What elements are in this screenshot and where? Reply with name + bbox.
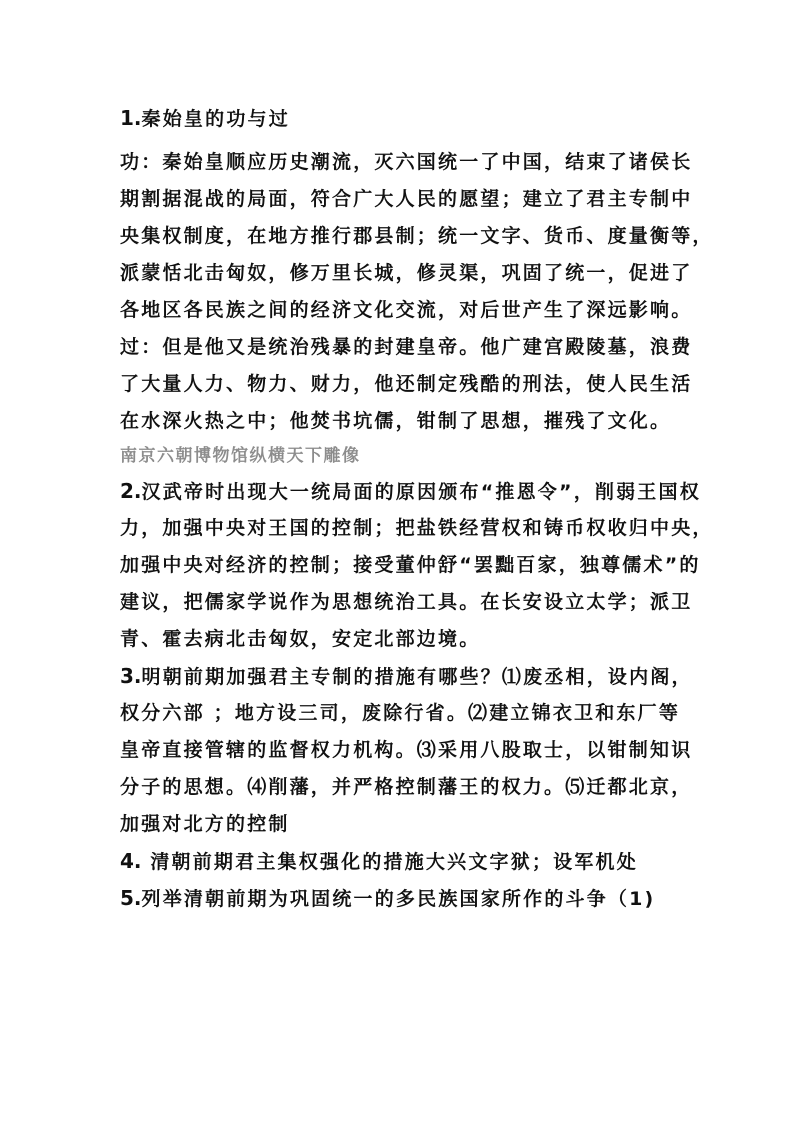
section-5-number: 5. xyxy=(120,886,142,910)
section-4-line xyxy=(120,843,700,880)
section-2-number: 2. xyxy=(120,479,142,503)
section-1-line-7: 了大量人力、物力、财力，他还制定残酷的刑法，使人民生活 xyxy=(120,373,693,395)
section-4-number: 4. xyxy=(120,849,142,873)
section-2-line-4: 建议，把儒家学说作为思想统治工具。在长安设立太学；派卫 xyxy=(120,591,693,613)
section-1-line-8: 在水深火热之中；他焚书坑儒，钳制了思想，摧残了文化。 xyxy=(120,410,672,432)
section-3-line-2: 权分六部 ；地方设三司，废除行省。⑵建立锦衣卫和东厂等 xyxy=(120,702,681,724)
section-2-line-1 xyxy=(120,473,700,510)
section-3-line-4: 分子的思想。⑷削藩，并严格控制藩王的权力。⑸迁都北京， xyxy=(120,776,693,798)
section-1-title: 秦始皇的功与过 xyxy=(141,108,290,130)
section-1-line-3: 央集权制度，在地方推行郡县制；统一文字、货币、度量衡等， xyxy=(120,225,714,247)
section-1-line-4: 派蒙恬北击匈奴，修万里长城，修灵渠，巩固了统一，促进了 xyxy=(120,262,693,284)
section-1-heading xyxy=(120,100,700,136)
section-3-number: 3. xyxy=(120,664,142,688)
section-2-line-3: 加强中央对经济的控制；接受董仲舒“罢黜百家，独尊儒术”的 xyxy=(120,554,701,576)
section-1-line-2: 期割据混战的局面，符合广大人民的愿望；建立了君主专制中 xyxy=(120,188,693,210)
section-3-line-1 xyxy=(120,658,700,695)
section-2-line-1-text: 汉武帝时出现大一统局面的原因颁布“推恩令”，削弱王国权 xyxy=(141,481,701,503)
section-3-line-5: 加强对北方的控制 xyxy=(120,813,290,835)
document-page xyxy=(120,100,714,917)
section-1-line-1: 功：秦始皇顺应历史潮流，灭六国统一了中国，结束了诸侯长 xyxy=(120,151,693,173)
section-5-line xyxy=(120,880,700,917)
section-1-line-5: 各地区各民族之间的经济文化交流，对后世产生了深远影响。 xyxy=(120,299,693,321)
section-2-line-5: 青、霍去病北击匈奴，安定北部边境。 xyxy=(120,628,481,650)
section-5-text: 列举清朝前期为巩固统一的多民族国家所作的斗争（1) xyxy=(141,888,656,910)
image-caption: 南京六朝博物馆纵横天下雕像 xyxy=(120,446,361,466)
section-1-number: 1. xyxy=(120,106,142,130)
section-1-line-6: 过：但是他又是统治残暴的封建皇帝。他广建宫殿陵墓，浪费 xyxy=(120,336,693,358)
section-3-line-1-text: 明朝前期加强君主专制的措施有哪些？⑴废丞相，设内阁， xyxy=(141,666,693,688)
section-3-line-3: 皇帝直接管辖的监督权力机构。⑶采用八股取士，以钳制知识 xyxy=(120,739,693,761)
section-4-text: 清朝前期君主集权强化的措施大兴文字狱；设军机处 xyxy=(141,851,638,873)
section-2-line-2: 力，加强中央对王国的控制；把盐铁经营权和铸币权收归中央， xyxy=(120,517,714,539)
